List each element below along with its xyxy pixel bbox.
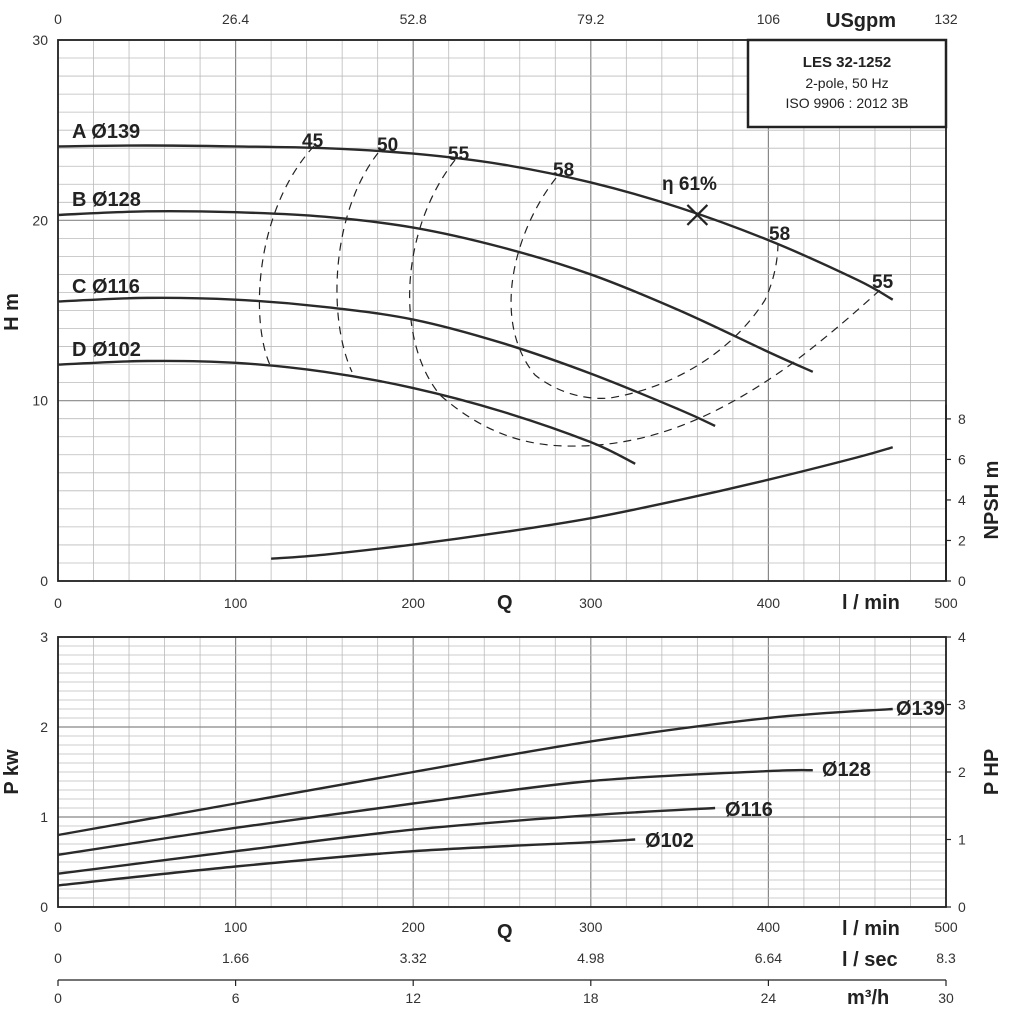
efficiency-label-58-right: 58 bbox=[769, 224, 791, 245]
x-tick-lmin-power: 400 bbox=[756, 919, 781, 935]
efficiency-label-55: 55 bbox=[448, 144, 470, 165]
power-x-axis-unit-lmin: l / min bbox=[842, 918, 900, 940]
y-tick-kw: 0 bbox=[40, 899, 48, 915]
power-curve-label-139: Ø139 bbox=[896, 698, 945, 720]
info-box-line2: ISO 9906 : 2012 3B bbox=[785, 95, 909, 111]
y-tick-hp: 0 bbox=[958, 899, 966, 915]
power-curve-label-116: Ø116 bbox=[725, 799, 773, 821]
x-tick-usgpm: 106 bbox=[756, 11, 781, 27]
x-tick-lsec: 6.64 bbox=[754, 950, 783, 966]
x-tick-lsec: 8.3 bbox=[936, 950, 956, 966]
efficiency-contour-outer bbox=[259, 146, 314, 365]
efficiency-peak-label: η 61% bbox=[662, 174, 717, 195]
y-tick-kw: 1 bbox=[40, 809, 48, 825]
curve-label-c: C Ø116 bbox=[72, 276, 140, 298]
power-y-axis-label-hp: P HP bbox=[981, 748, 1003, 796]
x-tick-lmin-power: 300 bbox=[579, 919, 603, 935]
efficiency-contour-55 bbox=[410, 160, 880, 446]
npsh-curve bbox=[271, 447, 893, 558]
x-tick-lsec: 3.32 bbox=[399, 950, 427, 966]
y-tick-kw: 2 bbox=[40, 719, 48, 735]
x-tick-lmin-power: 200 bbox=[401, 919, 425, 935]
x-tick-usgpm: 52.8 bbox=[399, 11, 427, 27]
x-tick-lmin-power: 100 bbox=[223, 919, 248, 935]
efficiency-contour-50 bbox=[337, 153, 378, 372]
top-axis-unit-usgpm: USgpm bbox=[826, 10, 896, 32]
info-box-line1: 2-pole, 50 Hz bbox=[805, 75, 889, 91]
y-tick-npsh: 8 bbox=[958, 410, 966, 427]
curve-label-b: B Ø128 bbox=[72, 189, 141, 211]
head-x-axis-unit: l / min bbox=[842, 592, 900, 614]
power-curve-label-128: Ø128 bbox=[822, 759, 871, 781]
y-tick-head: 10 bbox=[32, 392, 48, 409]
x-tick-usgpm: 132 bbox=[934, 11, 958, 27]
y-tick-kw: 3 bbox=[40, 629, 48, 645]
info-box-title: LES 32-1252 bbox=[802, 54, 892, 71]
head-curve-1 bbox=[58, 211, 813, 372]
npsh-y-axis-label: NPSH m bbox=[981, 460, 1003, 540]
y-tick-head: 30 bbox=[32, 32, 48, 48]
power-x-axis-unit-m3h: m³/h bbox=[847, 987, 890, 1009]
x-tick-m3h: 30 bbox=[938, 990, 954, 1006]
y-tick-npsh: 4 bbox=[958, 491, 966, 508]
x-tick-lmin: 0 bbox=[54, 595, 62, 611]
y-tick-hp: 2 bbox=[958, 764, 966, 780]
x-tick-usgpm: 26.4 bbox=[221, 11, 250, 27]
efficiency-label-55-right: 55 bbox=[872, 272, 894, 293]
power-curve-1 bbox=[58, 770, 813, 855]
y-tick-hp: 4 bbox=[958, 629, 966, 645]
power-curve-label-102: Ø102 bbox=[645, 830, 694, 852]
head-x-axis-label: Q bbox=[497, 592, 513, 614]
x-tick-lmin-power: 0 bbox=[54, 919, 62, 935]
head-y-axis-label: H m bbox=[1, 293, 23, 331]
x-tick-m3h: 6 bbox=[231, 990, 240, 1006]
x-tick-m3h: 18 bbox=[583, 990, 599, 1006]
x-tick-lsec: 4.98 bbox=[577, 950, 605, 966]
info-box bbox=[748, 40, 946, 127]
y-tick-npsh: 0 bbox=[958, 573, 966, 589]
x-tick-usgpm: 0 bbox=[54, 11, 62, 27]
x-tick-lsec: 1.66 bbox=[221, 950, 250, 966]
efficiency-label-50: 50 bbox=[377, 135, 399, 156]
x-tick-lmin: 200 bbox=[401, 595, 425, 611]
x-tick-m3h: 12 bbox=[405, 990, 421, 1006]
head-curve-0 bbox=[58, 145, 893, 299]
head-curve-3 bbox=[58, 361, 635, 464]
y-tick-hp: 3 bbox=[958, 696, 966, 713]
power-curves bbox=[58, 709, 893, 885]
y-tick-head: 20 bbox=[32, 212, 48, 229]
power-x-axis-label: Q bbox=[497, 921, 513, 943]
x-tick-lsec: 0 bbox=[54, 950, 62, 966]
npsh-curve-group bbox=[271, 447, 893, 558]
efficiency-label-45: 45 bbox=[302, 131, 324, 152]
power-x-axis-unit-lsec: l / sec bbox=[842, 949, 898, 971]
x-tick-lmin: 500 bbox=[934, 595, 958, 611]
x-tick-lmin: 100 bbox=[223, 595, 248, 611]
x-tick-lmin: 300 bbox=[579, 595, 603, 611]
y-tick-npsh: 6 bbox=[958, 451, 966, 468]
head-curves bbox=[58, 145, 893, 463]
efficiency-label-58: 58 bbox=[553, 160, 575, 181]
x-tick-lmin-power: 500 bbox=[934, 919, 958, 935]
y-tick-head: 0 bbox=[40, 573, 48, 589]
x-tick-m3h: 0 bbox=[54, 990, 62, 1006]
curve-label-a: A Ø139 bbox=[72, 121, 141, 143]
curve-label-d: D Ø102 bbox=[72, 339, 141, 361]
x-tick-m3h: 24 bbox=[760, 990, 777, 1006]
power-chart-grid bbox=[58, 637, 946, 907]
efficiency-contour-58 bbox=[511, 178, 778, 398]
x-tick-lmin: 400 bbox=[756, 595, 781, 611]
x-tick-usgpm: 79.2 bbox=[577, 11, 605, 27]
y-tick-hp: 1 bbox=[958, 831, 966, 848]
y-tick-npsh: 2 bbox=[958, 532, 966, 549]
power-y-axis-label-kw: P kw bbox=[1, 749, 23, 795]
